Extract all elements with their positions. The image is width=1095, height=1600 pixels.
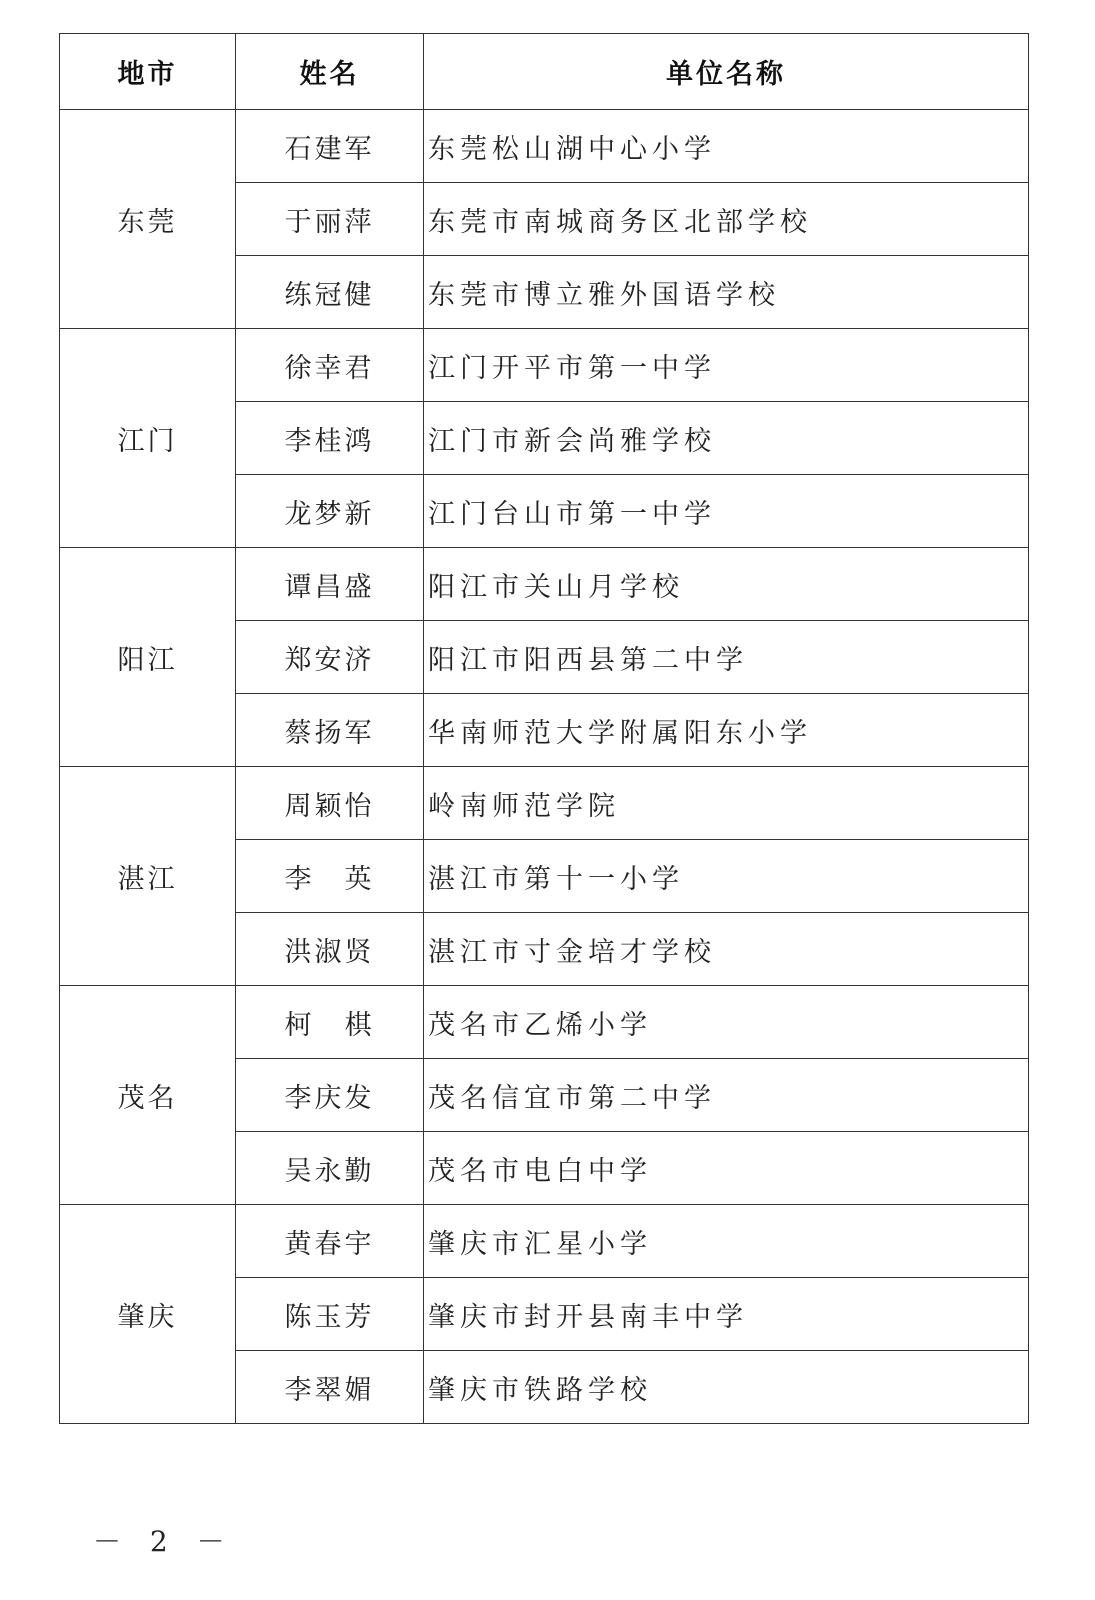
table-row [60,1205,1029,1278]
unit-name: 肇庆市汇星小学 [424,1205,1029,1278]
unit-name: 湛江市寸金培才学校 [424,913,1029,986]
roster-table [59,33,1029,1424]
city-cell: 东莞 [60,110,236,329]
unit-name: 东莞市博立雅外国语学校 [424,256,1029,329]
table-row [60,986,1029,1059]
table-row [60,767,1029,840]
city-cell: 阳江 [60,548,236,767]
person-name: 蔡扬军 [236,694,424,767]
person-name: 郑安济 [236,621,424,694]
person-name: 练冠健 [236,256,424,329]
person-name: 洪淑贤 [236,913,424,986]
unit-name: 阳江市关山月学校 [424,548,1029,621]
table-row [60,329,1029,402]
person-name: 李庆发 [236,1059,424,1132]
unit-name: 东莞市南城商务区北部学校 [424,183,1029,256]
person-name: 李翠媚 [236,1351,424,1424]
header-row [60,34,1029,110]
unit-name: 江门台山市第一中学 [424,475,1029,548]
city-cell: 茂名 [60,986,236,1205]
table-row [60,548,1029,621]
header-name: 姓名 [236,34,424,110]
unit-name: 东莞松山湖中心小学 [424,110,1029,183]
person-name: 谭昌盛 [236,548,424,621]
person-name: 于丽萍 [236,183,424,256]
unit-name: 肇庆市封开县南丰中学 [424,1278,1029,1351]
person-name: 徐幸君 [236,329,424,402]
table-row [60,110,1029,183]
header-unit: 单位名称 [424,34,1029,110]
unit-name: 茂名市电白中学 [424,1132,1029,1205]
unit-name: 茂名市乙烯小学 [424,986,1029,1059]
person-name: 龙梦新 [236,475,424,548]
person-name: 李 英 [236,840,424,913]
city-cell: 湛江 [60,767,236,986]
person-name: 黄春宇 [236,1205,424,1278]
person-name: 石建军 [236,110,424,183]
person-name: 周颖怡 [236,767,424,840]
roster-body [60,110,1029,1424]
unit-name: 江门市新会尚雅学校 [424,402,1029,475]
city-cell: 肇庆 [60,1205,236,1424]
unit-name: 阳江市阳西县第二中学 [424,621,1029,694]
city-cell: 江门 [60,329,236,548]
unit-name: 岭南师范学院 [424,767,1029,840]
person-name: 吴永勤 [236,1132,424,1205]
page-number: － 2 － [93,1525,235,1558]
unit-name: 华南师范大学附属阳东小学 [424,694,1029,767]
unit-name: 肇庆市铁路学校 [424,1351,1029,1424]
unit-name: 湛江市第十一小学 [424,840,1029,913]
unit-name: 江门开平市第一中学 [424,329,1029,402]
unit-name: 茂名信宜市第二中学 [424,1059,1029,1132]
person-name: 李桂鸿 [236,402,424,475]
header-city: 地市 [60,34,236,110]
person-name: 柯 棋 [236,986,424,1059]
person-name: 陈玉芳 [236,1278,424,1351]
